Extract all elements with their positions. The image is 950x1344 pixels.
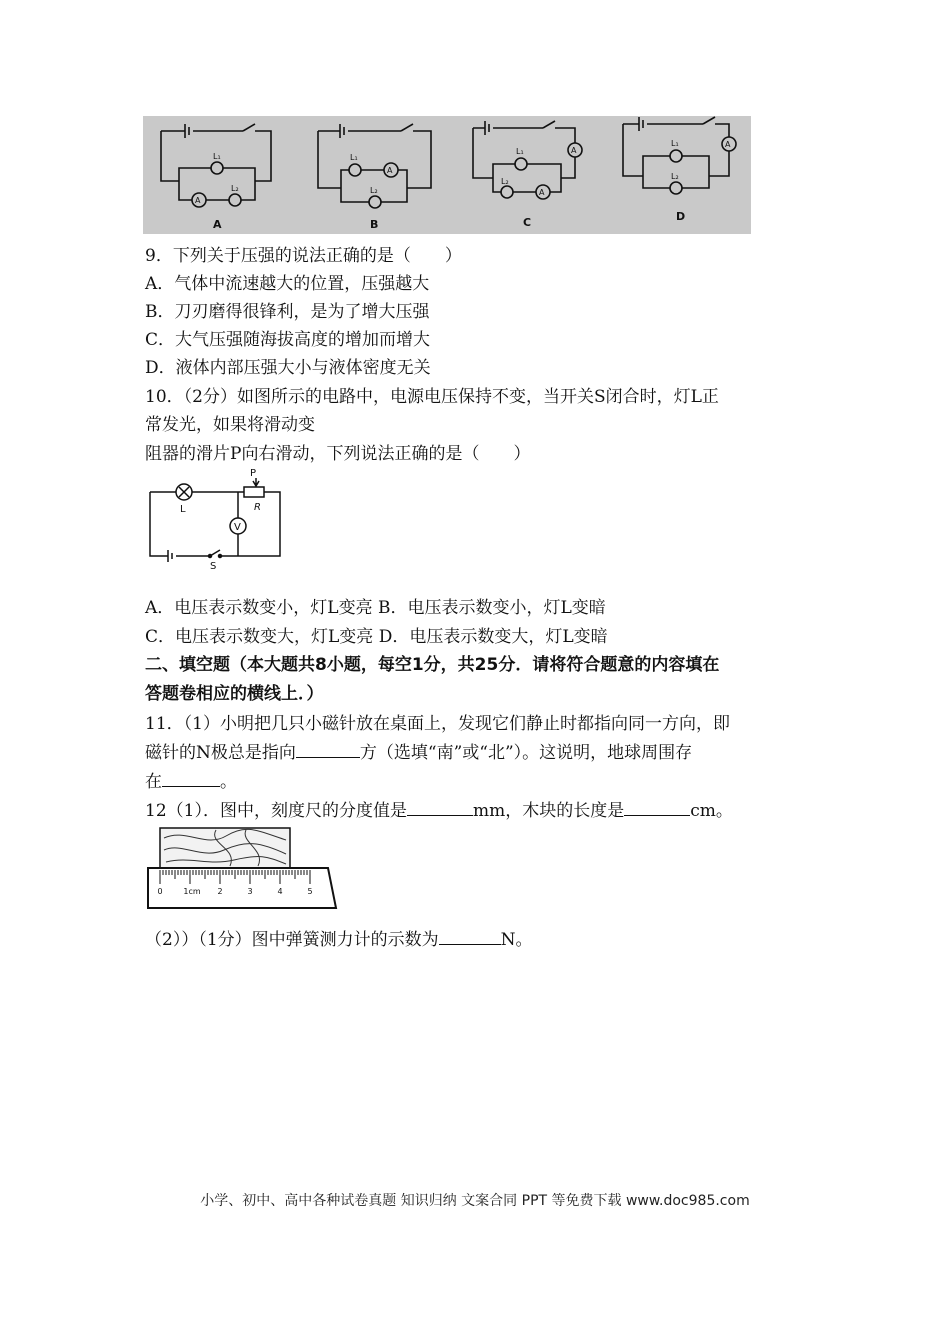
q12-line1-text-c: cm。 [690, 801, 733, 821]
q11-line3-text-b: 。 [220, 772, 237, 792]
ruler-wood-figure [146, 826, 338, 912]
q10-circuit-figure [140, 466, 290, 570]
ruler-tick-1: 1cm [183, 887, 201, 896]
q10-lamp-label: L [180, 504, 186, 515]
q12-blank-length[interactable] [624, 797, 690, 816]
circuit-label-d: D [676, 210, 686, 223]
q12-blank-force[interactable] [439, 926, 501, 945]
ammeter-label-d: A [725, 140, 731, 149]
ruler-tick-3: 3 [247, 887, 253, 896]
q10-stem-line1: 10．（2分）如图所示的电路中，电源电压保持不变，当开关S闭合时，灯L正 [145, 387, 719, 407]
circuit-label-c: C [523, 216, 532, 229]
q10-voltmeter-label: V [234, 522, 241, 533]
q9-option-a: A．气体中流速越大的位置，压强越大 [145, 274, 430, 294]
q10-options-row2: C．电压表示数变大，灯L变亮 D．电压表示数变大，灯L变暗 [145, 627, 608, 647]
q12-line2-text-b: N。 [500, 930, 533, 950]
q11-line1: 11．（1）小明把几只小磁针放在桌面上，发现它们静止时都指向同一方向，即 [145, 714, 730, 734]
q11-line2-text-b: 方（选填“南”或“北”）。这说明，地球周围存 [359, 743, 693, 763]
q12-line1-text-b: mm，木块的长度是 [472, 801, 625, 821]
lamp1-label-a: L₁ [213, 152, 221, 161]
q11-blank-direction[interactable] [296, 739, 360, 758]
q11-line2-text-a: 磁针的N极总是指向 [145, 743, 296, 763]
lamp2-label-a: L₂ [231, 184, 239, 193]
q12-line2-text-a: （2））（1分）图中弹簧测力计的示数为 [145, 930, 439, 950]
q10-slider-label: P [250, 468, 257, 479]
q10-stem-line3: 阻器的滑片P向右滑动，下列说法正确的是（ ） [145, 444, 531, 464]
q9-option-b: B．刀刃磨得很锋利，是为了增大压强 [145, 302, 430, 322]
section2-heading-line1: 二、填空题（本大题共8小题，每空1分，共25分．请将符合题意的内容填在 [145, 655, 720, 675]
q9-option-d: D．液体内部压强大小与液体密度无关 [145, 358, 431, 378]
lamp1-label-c: L₁ [516, 147, 524, 156]
lamp1-label-b: L₁ [350, 153, 358, 162]
ruler-tick-5: 5 [307, 887, 313, 896]
q10-switch-label: S [210, 561, 217, 570]
ammeter-label-c2: A [539, 188, 545, 197]
q11-line3-text-a: 在 [145, 772, 162, 792]
ammeter-label-c: A [571, 146, 577, 155]
ammeter-label-b: A [387, 166, 393, 175]
ruler-tick-0: 0 [157, 887, 163, 896]
page-footer: 小学、初中、高中各种试卷真题 知识归纳 文案合同 PPT 等免费下载 www.doc985.com [200, 1193, 750, 1209]
ammeter-label-a: A [195, 196, 201, 205]
q10-stem-line2: 常发光，如果将滑动变 [145, 415, 315, 435]
ruler-tick-4: 4 [277, 887, 283, 896]
q10-resistor-label: R [254, 502, 261, 513]
q11-line3 [145, 768, 237, 796]
circuit-label-b: B [370, 218, 379, 231]
q9-stem: 9．下列关于压强的说法正确的是（ ） [145, 246, 462, 266]
lamp2-label-c: L₂ [501, 177, 509, 186]
q12-line1 [145, 797, 733, 825]
circuit-options-figure [143, 116, 751, 234]
lamp2-label-b: L₂ [370, 186, 378, 195]
q12-blank-division[interactable] [407, 797, 473, 816]
lamp2-label-d: L₂ [671, 172, 679, 181]
q12-line2 [145, 926, 533, 954]
ruler-tick-2: 2 [217, 887, 223, 896]
q11-blank-field[interactable] [162, 768, 220, 787]
lamp1-label-d: L₁ [671, 139, 679, 148]
circuit-label-a: A [213, 218, 222, 231]
q9-option-c: C．大气压强随海拔高度的增加而增大 [145, 330, 431, 350]
section2-heading-line2: 答题卷相应的横线上．） [145, 684, 324, 704]
q12-line1-text-a: 12（1）．图中，刻度尺的分度值是 [145, 801, 407, 821]
q11-line2 [145, 739, 692, 767]
q10-options-row1: A．电压表示数变小，灯L变亮 B．电压表示数变小，灯L变暗 [145, 598, 606, 618]
